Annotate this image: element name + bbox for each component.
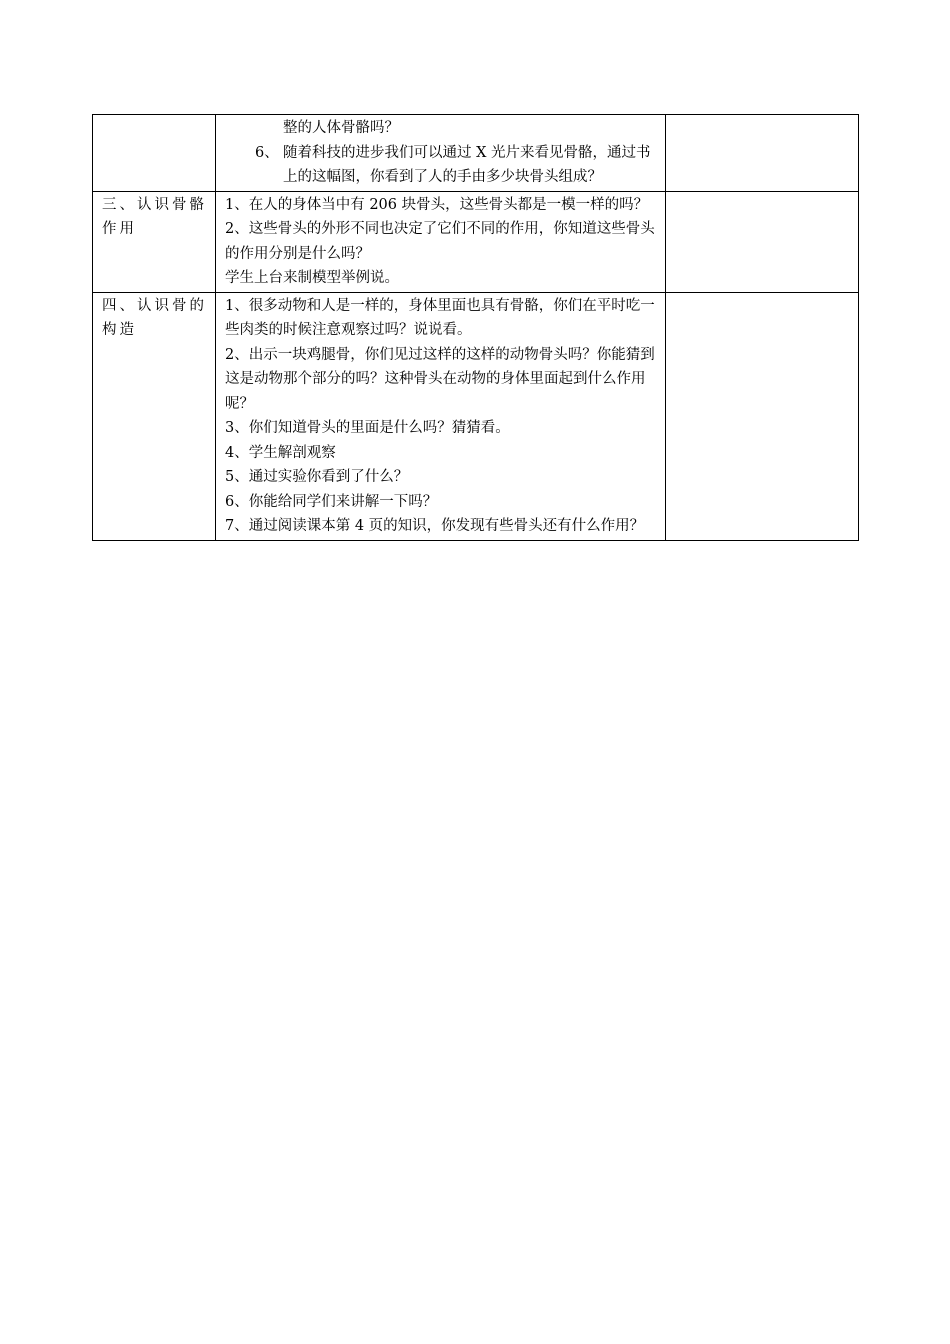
list-item: 学生上台来制模型举例说。 bbox=[225, 270, 399, 286]
list-item: 4、学生解剖观察 bbox=[225, 444, 336, 461]
section-cell bbox=[93, 115, 216, 192]
list-item bbox=[225, 141, 658, 190]
list-item: 6、你能给同学们来讲解一下吗？ bbox=[225, 493, 438, 510]
section-cell: 三、认识骨骼作用 bbox=[93, 191, 216, 292]
section-cell: 四、认识骨的构造 bbox=[93, 292, 216, 540]
list-item: 1、很多动物和人是一样的，身体里面也具有骨骼，你们在平时吃一些肉类的时候注意观察过吗？说说看。 bbox=[225, 297, 655, 338]
table-row bbox=[93, 115, 859, 192]
list-item: 5、通过实验你看到了什么？ bbox=[225, 469, 409, 485]
notes-cell bbox=[666, 191, 859, 292]
lesson-plan-table bbox=[92, 114, 859, 541]
content-cell bbox=[216, 191, 666, 292]
list-item: 3、你们知道骨头的里面是什么吗？猜猜看。 bbox=[225, 420, 510, 436]
notes-cell bbox=[666, 115, 859, 192]
list-item: 7、通过阅读课本第 4 页的知识，你发现有些骨头还有什么作用？ bbox=[225, 518, 645, 534]
table-row bbox=[93, 191, 859, 292]
notes-cell bbox=[666, 292, 859, 540]
item-number: 6、 bbox=[255, 144, 279, 161]
continued-line: 整的人体骨骼吗？ bbox=[283, 120, 399, 136]
content-cell bbox=[216, 292, 666, 540]
table-row bbox=[93, 292, 859, 540]
content-cell bbox=[216, 115, 666, 192]
list-item: 2、出示一块鸡腿骨，你们见过这样的这样的动物骨头吗？你能猜到这是动物那个部分的吗？这种骨头在动物的身体里面起到什么作用呢？ bbox=[225, 346, 655, 412]
item-text: 随着科技的进步我们可以通过 X 光片来看见骨骼，通过书上的这幅图，你看到了人的手由多少块骨头组成？ bbox=[283, 144, 651, 185]
list-item: 2、这些骨头的外形不同也决定了它们不同的作用，你知道这些骨头的作用分别是什么吗？ bbox=[225, 221, 655, 262]
list-item: 1、在人的身体当中有 206 块骨头，这些骨头都是一模一样的吗？ bbox=[225, 196, 649, 213]
